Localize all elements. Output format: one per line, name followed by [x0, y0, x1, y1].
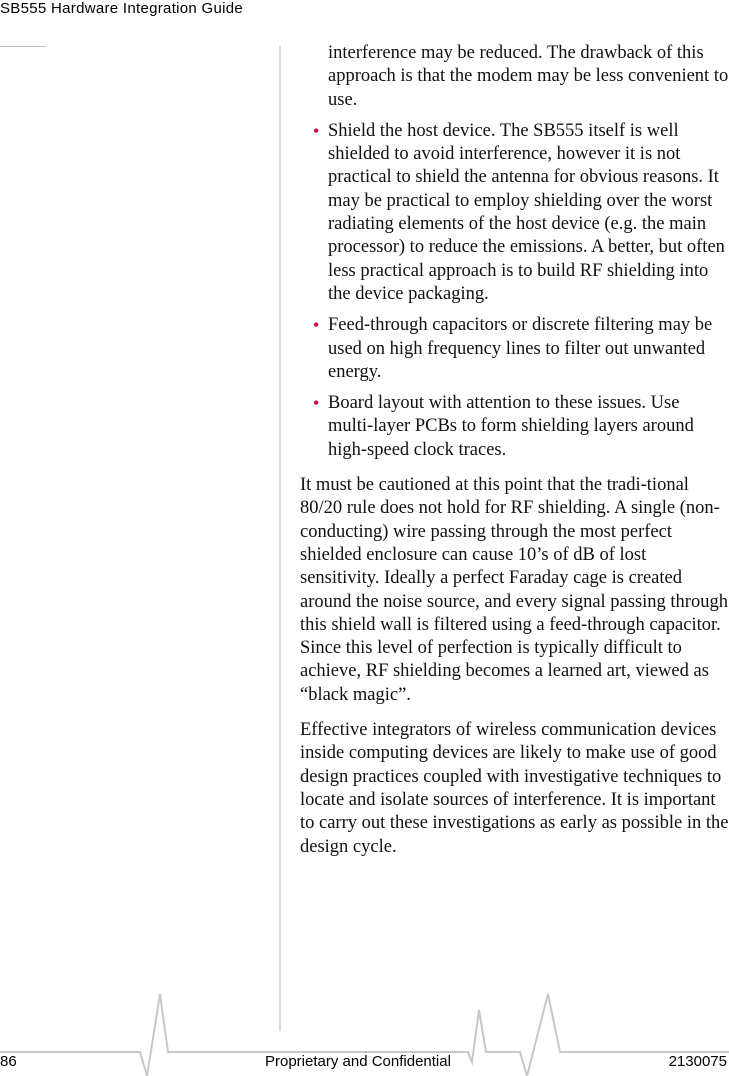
paragraph-rf-shielding: It must be cautioned at this point that the tradi-tional 80/20 rule does not hold for RF shielding. A single (non-conducting) wire passing through the most perfect shielded enclosure can cause 10’s of dB of lost sensitivity. Ideally a perfect Faraday cage is created around the noise source, and every signal passing through this shield wall is filtered using a feed-through capacitor. Since this level of perfection is typically difficult to achieve, RF shielding becomes a learned art, viewed as “black magic”.: [300, 475, 728, 705]
running-header: [0, 0, 243, 18]
header-title: SB555 Hardware Integration Guide: [0, 0, 244, 17]
bullet-icon: •: [313, 315, 320, 336]
bullet-icon: •: [313, 120, 320, 141]
continuation-paragraph: interference may be reduced. The drawback of this approach is that the modem may be less convenient to use.: [328, 43, 729, 110]
bullet-text: Board layout with attention to these issues. Use multi-layer PCBs to form shielding layers around high-speed clock traces.: [328, 393, 694, 460]
list-item: [300, 392, 729, 462]
list-item: [300, 314, 729, 384]
bullet-list: [300, 120, 729, 462]
page-number: 86: [0, 1053, 17, 1070]
list-item: [300, 120, 729, 306]
body-text: [300, 42, 729, 859]
column-divider: [279, 46, 281, 1031]
page-footer: [0, 1053, 729, 1073]
bullet-text: Feed-through capacitors or discrete filtering may be used on high frequency lines to filter out unwanted energy.: [328, 315, 713, 382]
footer-confidential: Proprietary and Confidential: [265, 1053, 451, 1070]
paragraph-integrators: Effective integrators of wireless communication devices inside computing devices are likely to make use of good design practices coupled with investigative techniques to locate and isolate sources of interference. It is important to carry out these investigations as early as possible in the design cycle.: [300, 720, 729, 857]
document-number: 2130075: [668, 1053, 727, 1070]
header-rule: [0, 46, 46, 47]
bullet-icon: •: [313, 393, 320, 414]
bullet-text: Shield the host device. The SB555 itself is well shielded to avoid interference, however it is not practical to shield the antenna for obvious reasons. It may be practical to employ shielding over the worst radiating elements of the host device (e.g. the main processor) to reduce the emissions. A better, but often less practical approach is to build RF shielding into the device packaging.: [328, 120, 725, 304]
